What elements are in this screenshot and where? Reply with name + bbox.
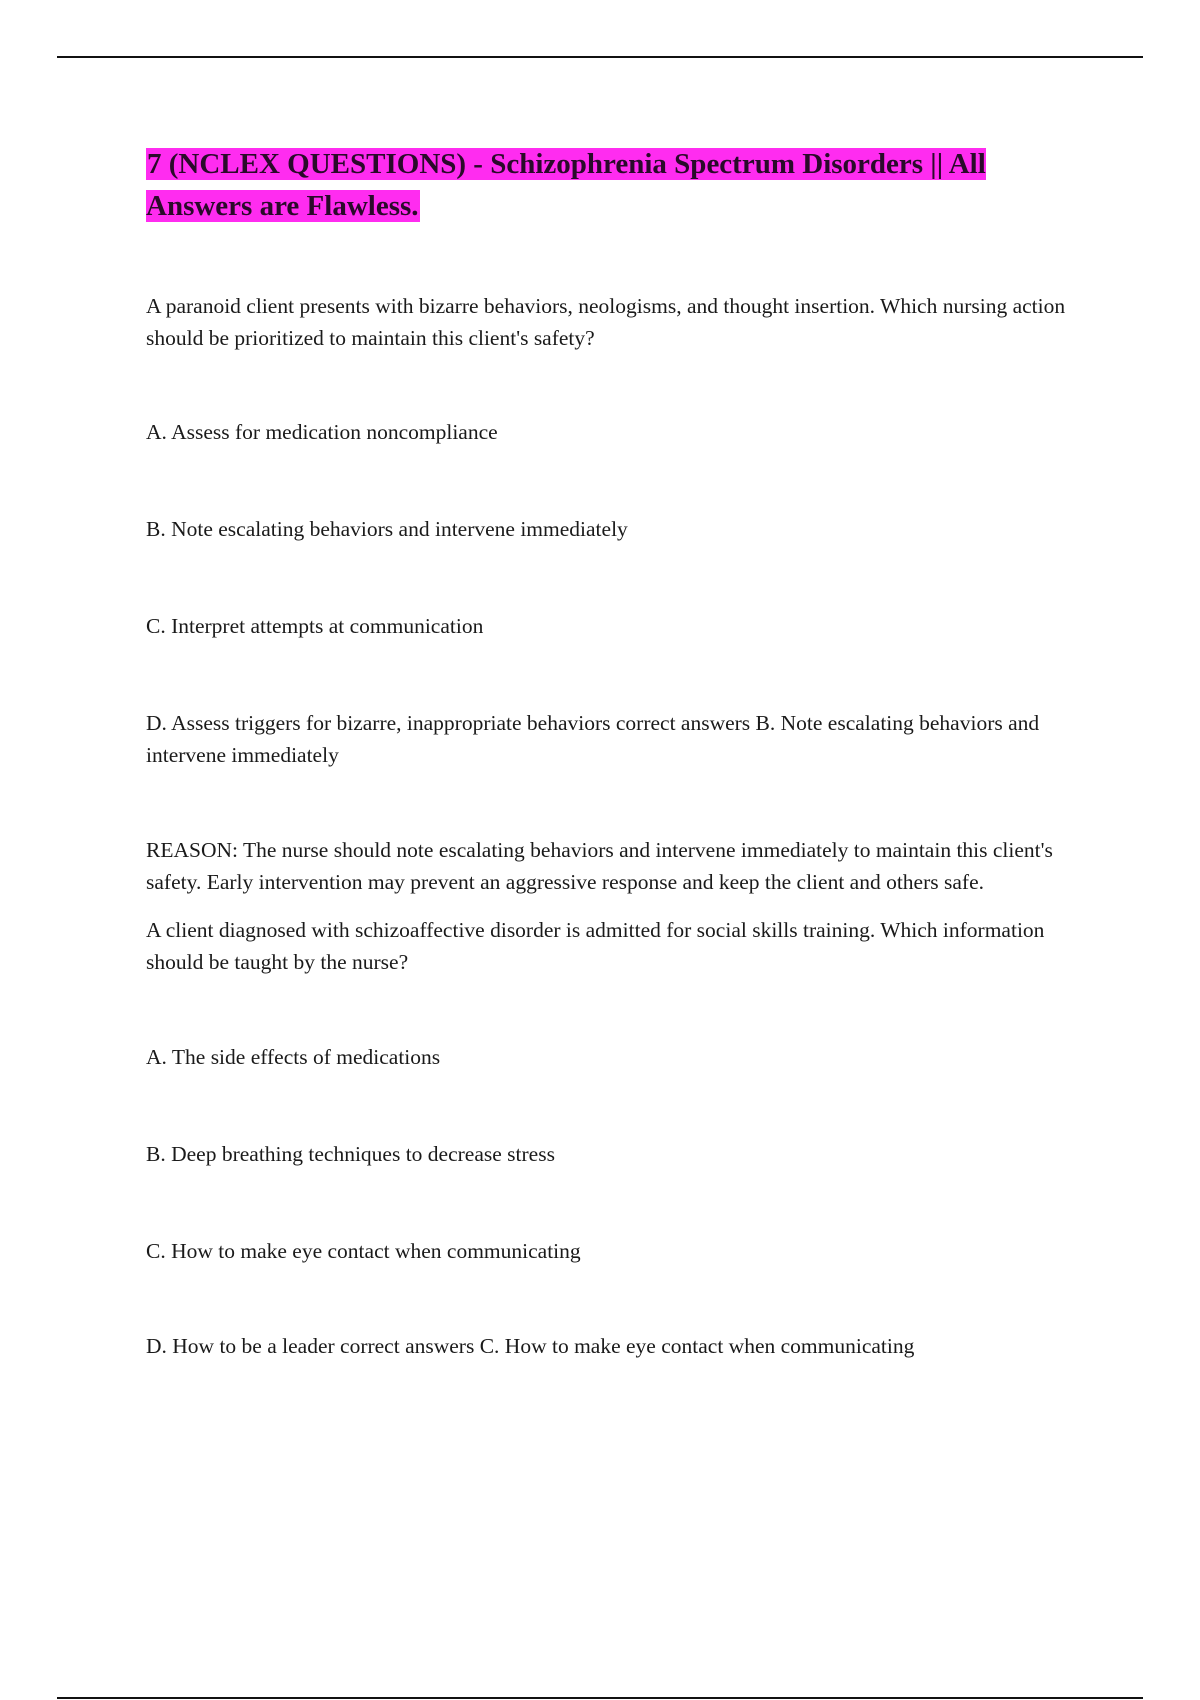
question-2-stem: A client diagnosed with schizoaffective disorder is admitted for social skills training. Which information should be taught by the nurse?: [146, 918, 1045, 974]
question-1-option-c: C. Interpret attempts at communication: [146, 614, 484, 638]
question-1-option-a: A. Assess for medication noncompliance: [146, 420, 498, 444]
question-1: [146, 290, 1096, 898]
question-2: [146, 914, 1096, 1362]
document-title: [146, 143, 1096, 227]
question-1-option-d: D. Assess triggers for bizarre, inappropriate behaviors correct answers B. Note escalating behaviors and intervene immediately: [146, 711, 1040, 767]
question-2-option-d: D. How to be a leader correct answers C. How to make eye contact when communicating: [146, 1334, 915, 1358]
question-1-reason: REASON: The nurse should note escalating behaviors and intervene immediately to maintain this client's safety. Early intervention may prevent an aggressive response and keep the client and others safe.: [146, 838, 1053, 894]
title-highlight: 7 (NCLEX QUESTIONS) - Schizophrenia Spectrum Disorders || All Answers are Flawless.: [146, 148, 986, 222]
question-2-option-c: C. How to make eye contact when communicating: [146, 1239, 581, 1263]
question-1-stem: A paranoid client presents with bizarre behaviors, neologisms, and thought insertion. Which nursing action should be prioritized to maintain this client's safety?: [146, 294, 1066, 350]
top-rule: [57, 56, 1143, 58]
question-2-option-b: B. Deep breathing techniques to decrease stress: [146, 1142, 555, 1166]
document-body: [146, 143, 1096, 1362]
question-2-option-a: A. The side effects of medications: [146, 1045, 441, 1069]
question-1-option-b: B. Note escalating behaviors and intervene immediately: [146, 517, 628, 541]
bottom-rule: [57, 1697, 1143, 1699]
